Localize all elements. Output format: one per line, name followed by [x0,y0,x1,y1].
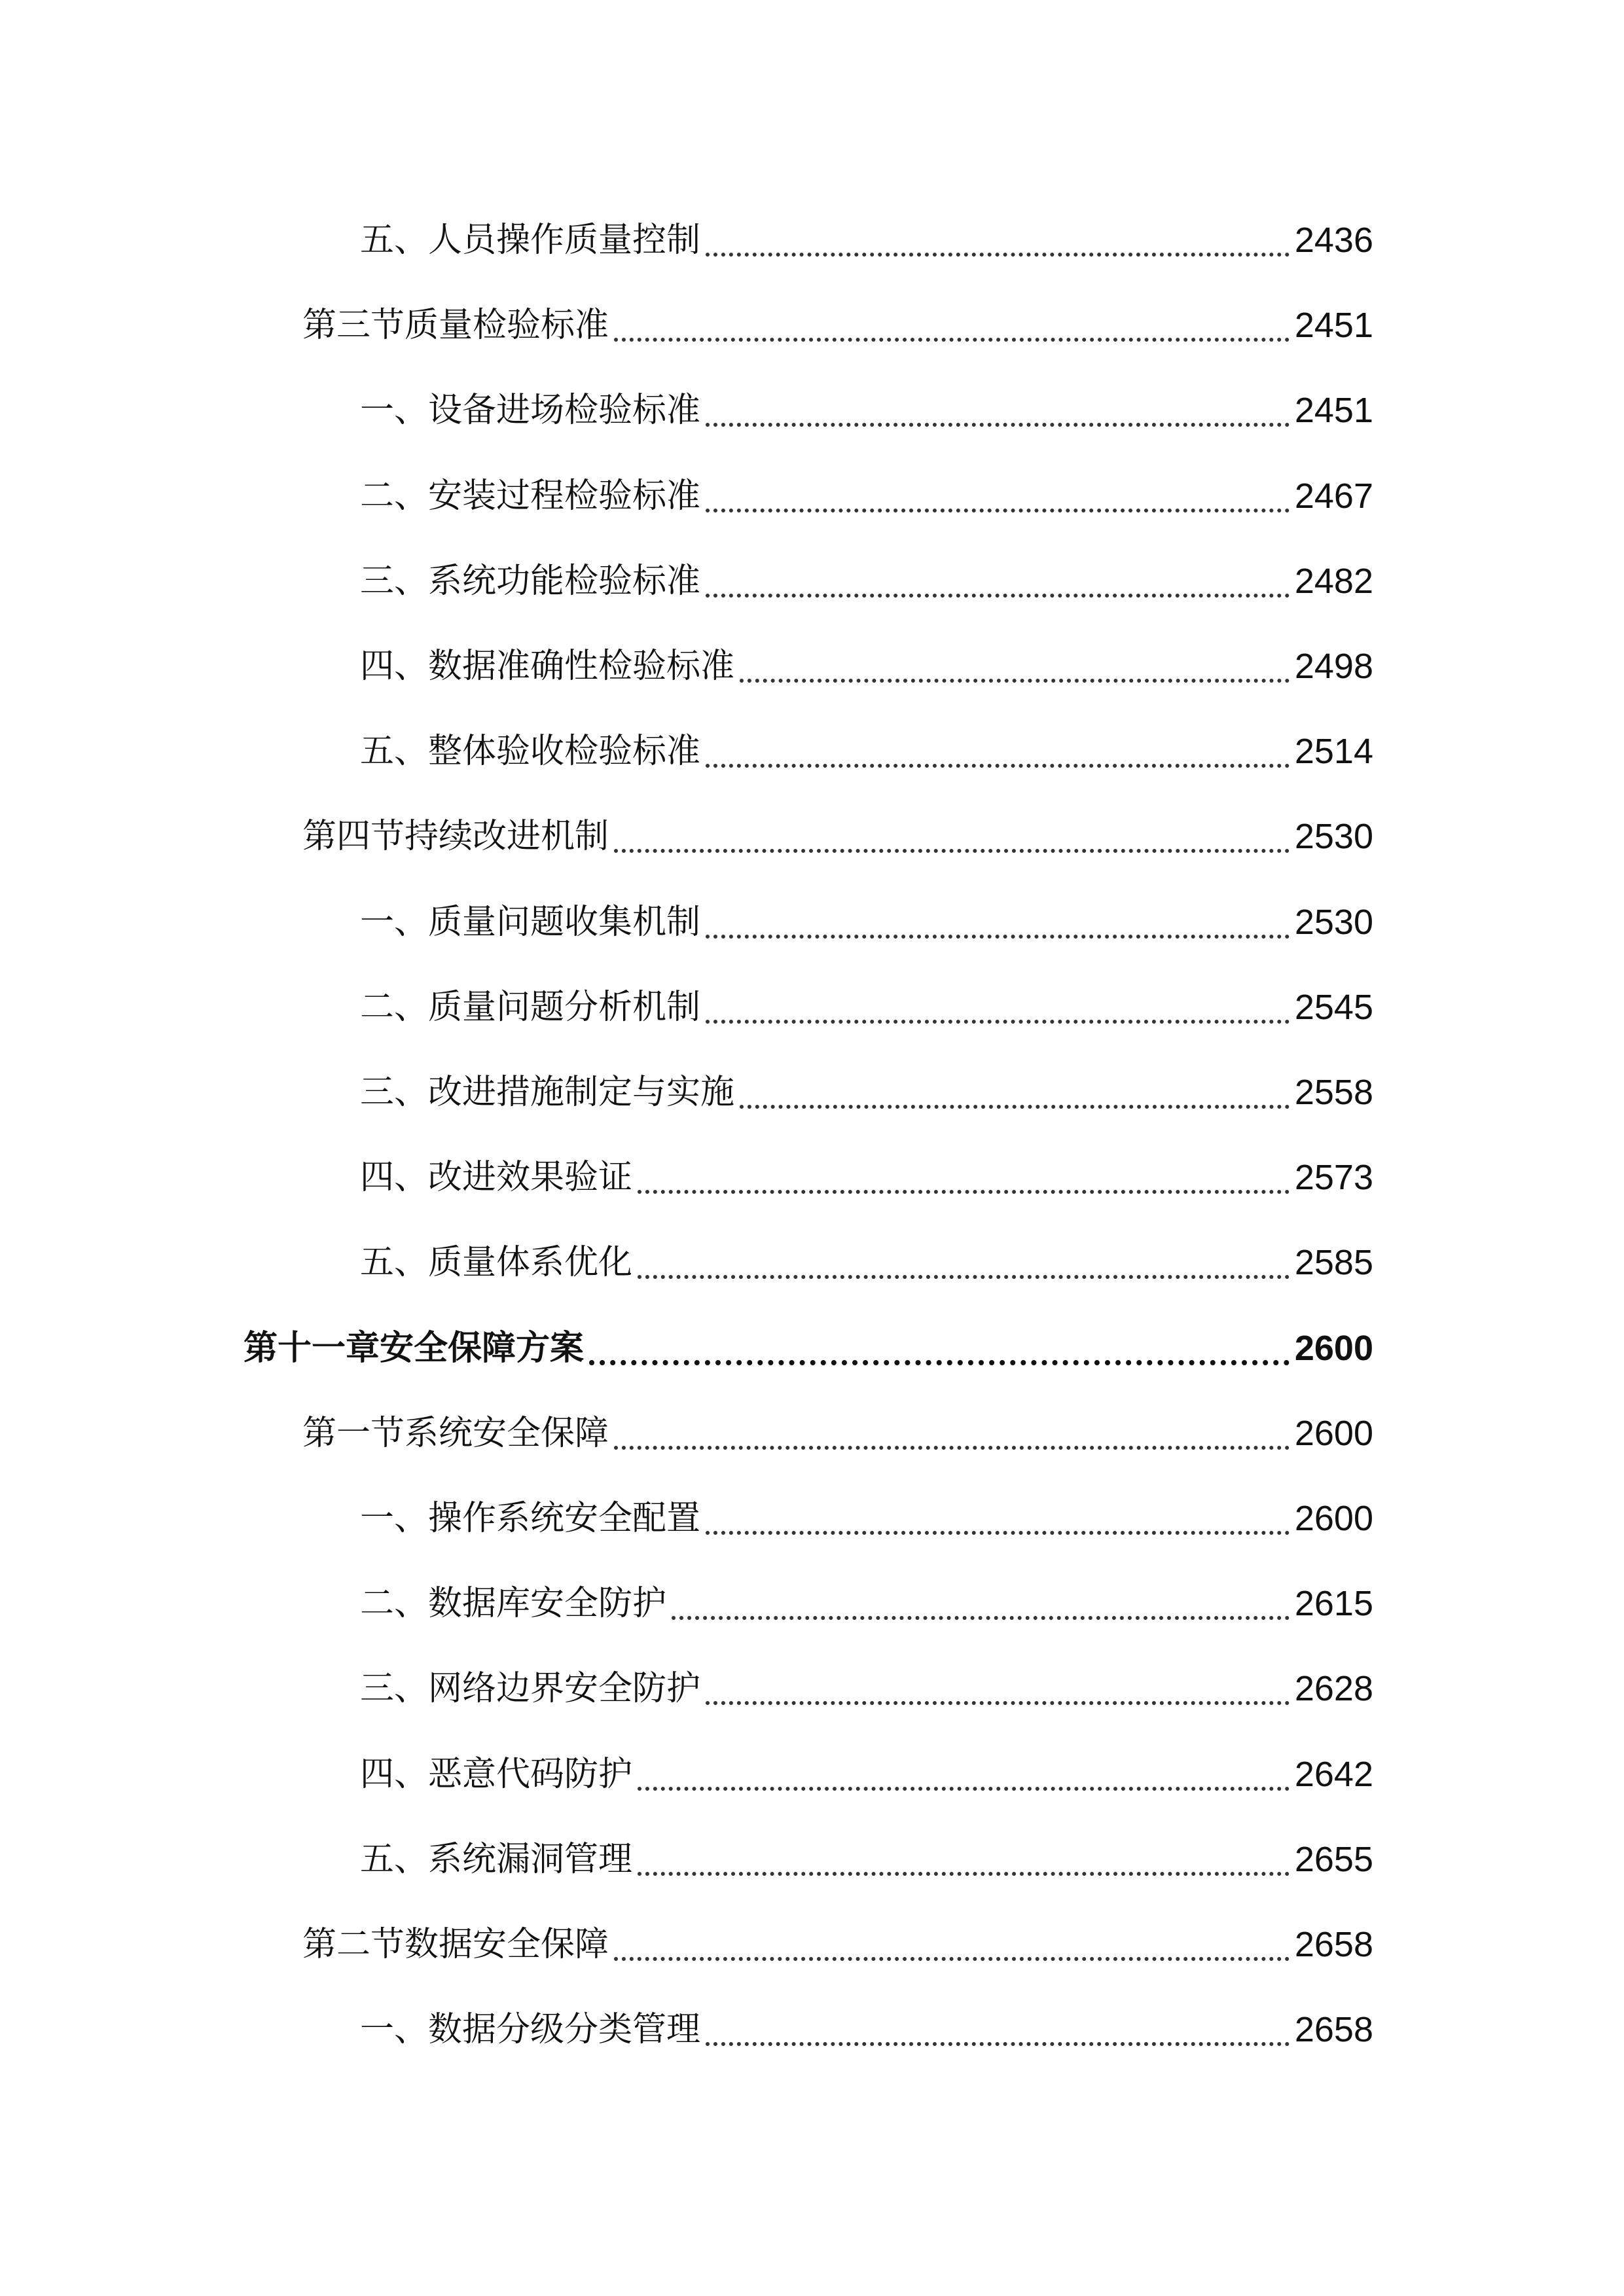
toc-entry-page: 2558 [1294,1073,1373,1112]
toc-entry-page: 2615 [1294,1584,1373,1623]
toc-entry[interactable] [360,1227,1373,1299]
toc-entry[interactable] [360,545,1373,617]
toc-leader-dots [638,1787,1290,1791]
toc-leader-dots [706,1531,1290,1535]
toc-entry-title: 第十一章安全保障方案 [244,1329,585,1368]
toc-entry-page: 2530 [1294,903,1373,942]
toc-entry-page: 2545 [1294,988,1373,1027]
toc-entry-title: 第一节系统安全保障 [302,1414,609,1453]
toc-leader-dots [740,679,1290,683]
toc-entry[interactable] [244,1312,1373,1384]
toc-entry-page: 2467 [1294,476,1373,516]
toc-entry[interactable] [360,374,1373,446]
toc-entry[interactable] [360,1568,1373,1640]
toc-entry-page: 2655 [1294,1840,1373,1879]
toc-leader-dots [614,338,1290,342]
toc-entry-title: 第三节质量检验标准 [302,306,609,345]
toc-entry[interactable] [360,1141,1373,1213]
toc-leader-dots [672,1616,1290,1620]
toc-entry-title: 二、数据库安全防护 [360,1584,667,1623]
toc-entry[interactable] [360,1056,1373,1128]
toc-leader-dots [706,1020,1290,1024]
toc-leader-dots [706,423,1290,427]
toc-entry-title: 四、数据准确性检验标准 [360,647,735,686]
toc-entry-page: 2600 [1294,1414,1373,1453]
toc-entry-title: 四、恶意代码防护 [360,1755,633,1794]
toc-entry-page: 2482 [1294,562,1373,601]
toc-entry-title: 四、改进效果验证 [360,1158,633,1197]
toc-entry-page: 2658 [1294,1925,1373,1964]
toc-entry-page: 2658 [1294,2010,1373,2049]
toc-entry-title: 五、整体验收检验标准 [360,732,701,771]
toc-leader-dots [638,1190,1290,1194]
toc-entry-title: 二、安装过程检验标准 [360,476,701,516]
toc-entry-page: 2530 [1294,817,1373,856]
toc-leader-dots [614,1957,1290,1961]
toc-entry[interactable] [302,1909,1373,1981]
toc-entry[interactable] [360,886,1373,958]
toc-leader-dots [589,1360,1290,1365]
toc-entry[interactable] [360,715,1373,787]
toc-entry[interactable] [360,1738,1373,1810]
toc-leader-dots [706,509,1290,512]
toc-entry-title: 五、质量体系优化 [360,1243,633,1282]
toc-entry-page: 2498 [1294,647,1373,686]
toc-entry-title: 第二节数据安全保障 [302,1925,609,1964]
toc-leader-dots [638,1872,1290,1876]
toc-entry[interactable] [360,204,1373,276]
toc-entry-title: 一、质量问题收集机制 [360,903,701,942]
toc-entry[interactable] [360,1653,1373,1725]
toc-entry-title: 一、数据分级分类管理 [360,2010,701,2049]
toc-entry-page: 2628 [1294,1669,1373,1708]
toc-entry-title: 三、系统功能检验标准 [360,562,701,601]
toc-entry-title: 三、网络边界安全防护 [360,1669,701,1708]
toc-entry-title: 一、设备进场检验标准 [360,391,701,430]
toc-leader-dots [706,594,1290,598]
toc-leader-dots [638,1275,1290,1279]
toc-leader-dots [706,764,1290,768]
toc-entry-page: 2585 [1294,1243,1373,1282]
toc-entry-page: 2642 [1294,1755,1373,1794]
toc-entry-title: 第四节持续改进机制 [302,817,609,856]
toc-entry-title: 五、人员操作质量控制 [360,221,701,260]
toc-entry[interactable] [360,1994,1373,2066]
toc-entry[interactable] [360,1823,1373,1895]
toc-leader-dots [614,1446,1290,1450]
toc-entry-title: 一、操作系统安全配置 [360,1499,701,1538]
toc-entry[interactable] [360,460,1373,532]
toc-entry-title: 三、改进措施制定与实施 [360,1073,735,1112]
toc-entry-page: 2436 [1294,221,1373,260]
toc-leader-dots [706,253,1290,257]
toc-entry[interactable] [360,630,1373,702]
toc-leader-dots [614,849,1290,853]
toc-entry-page: 2451 [1294,306,1373,345]
toc-entry-page: 2600 [1294,1329,1373,1368]
toc-entry-page: 2451 [1294,391,1373,430]
toc-entry[interactable] [360,971,1373,1043]
toc-entry[interactable] [302,1397,1373,1469]
toc-entry[interactable] [360,1482,1373,1554]
toc-entry-page: 2514 [1294,732,1373,771]
toc-leader-dots [706,2042,1290,2046]
toc-entry-title: 二、质量问题分析机制 [360,988,701,1027]
toc-leader-dots [706,1701,1290,1705]
toc-entry[interactable] [302,800,1373,872]
toc-entry[interactable] [302,289,1373,361]
toc-entry-title: 五、系统漏洞管理 [360,1840,633,1879]
toc-entry-page: 2573 [1294,1158,1373,1197]
toc-entry-page: 2600 [1294,1499,1373,1538]
toc-leader-dots [740,1105,1290,1109]
toc-leader-dots [706,935,1290,939]
